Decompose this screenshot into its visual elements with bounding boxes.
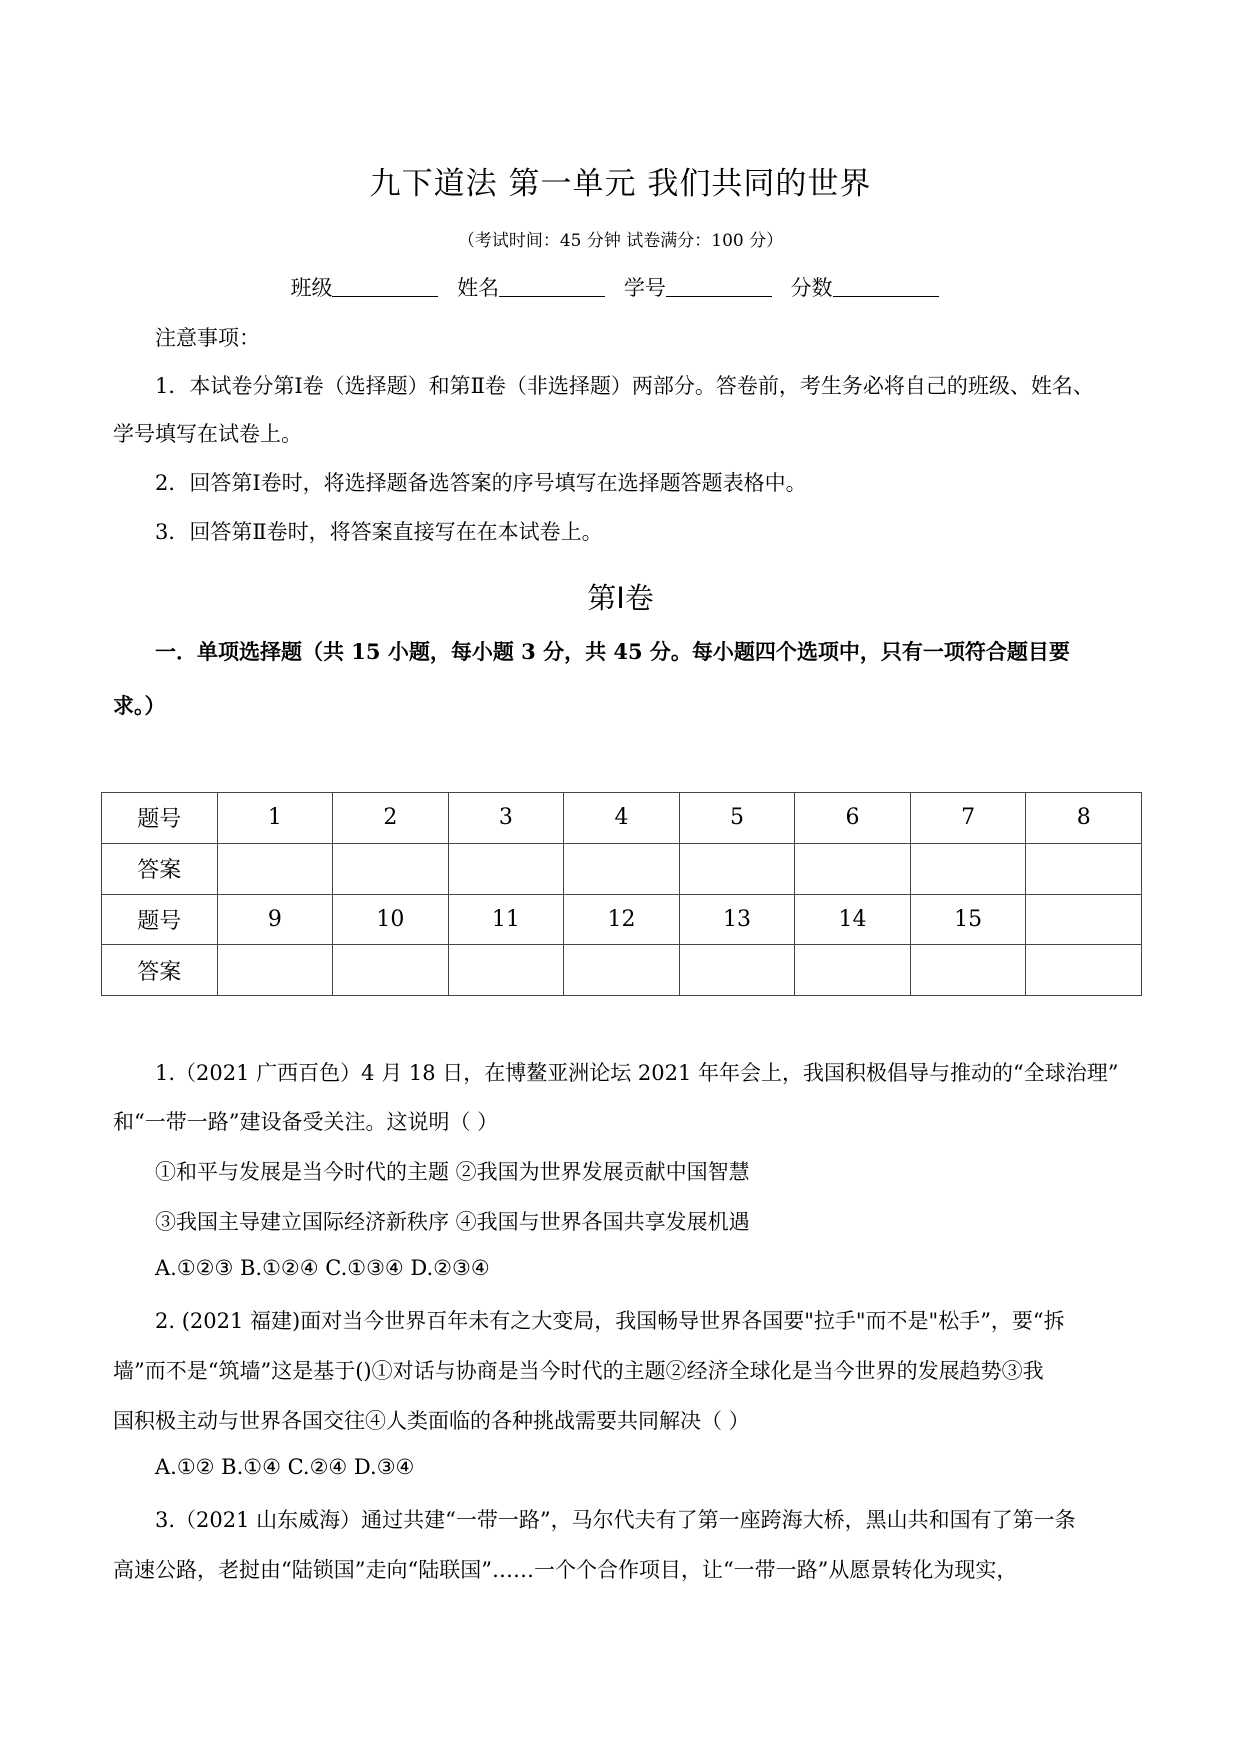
score-label: 分数 (790, 276, 833, 300)
row-label: 答案 (102, 843, 218, 894)
section-title: 第Ⅰ卷 (587, 581, 654, 615)
student-info-line (0, 272, 1241, 302)
answer-cell[interactable] (448, 843, 564, 894)
note-item-1-cont: 学号填写在试卷上。 (113, 422, 302, 446)
notes-heading: 注意事项： (155, 326, 260, 350)
question-number: 12 (564, 894, 680, 945)
answer-cell[interactable] (1026, 945, 1142, 996)
answer-table (101, 792, 1142, 996)
answer-cell[interactable] (910, 945, 1026, 996)
name-label: 姓名 (457, 276, 500, 300)
question-number (1026, 894, 1142, 945)
answer-cell[interactable] (679, 843, 795, 894)
question-number: 7 (910, 793, 1026, 844)
table-row (102, 894, 1142, 945)
score-blank[interactable] (833, 276, 939, 297)
question-2: 2. (2021 福建)面对当今世界百年未有之大变局，我国畅导世界各国要"拉手"而不是"松手”，要“拆 (155, 1309, 1065, 1333)
exam-subtitle: （考试时间：45 分钟 试卷满分：100 分） (457, 231, 784, 251)
class-label: 班级 (290, 276, 333, 300)
student-id-label: 学号 (623, 276, 666, 300)
question-number: 13 (679, 894, 795, 945)
question-number: 10 (333, 894, 449, 945)
question-number: 9 (217, 894, 333, 945)
question-1-cont: 和“一带一路”建设备受关注。这说明（ ） (113, 1110, 499, 1134)
answer-cell[interactable] (1026, 843, 1142, 894)
answer-cell[interactable] (217, 945, 333, 996)
question-2-cont: 国积极主动与世界各国交往④人类面临的各种挑战需要共同解决（ ） (113, 1409, 750, 1433)
answer-cell[interactable] (795, 945, 911, 996)
note-item-3: 3．回答第Ⅱ卷时，将答案直接写在在本试卷上。 (155, 520, 603, 544)
table-row (102, 843, 1142, 894)
question-3: 3.（2021 山东威海）通过共建“一带一路”，马尔代夫有了第一座跨海大桥，黑山共和国有了第一条 (155, 1508, 1076, 1532)
question-number: 14 (795, 894, 911, 945)
table-row (102, 945, 1142, 996)
question-1-options-a: ①和平与发展是当今时代的主题 ②我国为世界发展贡献中国智慧 (155, 1160, 750, 1184)
question-number: 1 (217, 793, 333, 844)
question-number: 2 (333, 793, 449, 844)
answer-cell[interactable] (448, 945, 564, 996)
question-1: 1.（2021 广西百色）4 月 18 日，在博鳌亚洲论坛 2021 年年会上，我国积极倡导与推动的“全球治理” (155, 1061, 1119, 1085)
question-2-choices: A.①② B.①④ C.②④ D.③④ (155, 1455, 415, 1479)
answer-cell[interactable] (564, 945, 680, 996)
question-1-choices: A.①②③ B.①②④ C.①③④ D.②③④ (155, 1256, 490, 1280)
answer-cell[interactable] (679, 945, 795, 996)
question-3-cont: 高速公路，老挝由“陆锁国”走向“陆联国”……一个个合作项目，让“一带一路”从愿景转化为现实， (113, 1558, 1018, 1582)
question-number: 3 (448, 793, 564, 844)
class-blank[interactable] (332, 276, 438, 297)
row-label: 题号 (102, 793, 218, 844)
question-number: 5 (679, 793, 795, 844)
note-item-1: 1．本试卷分第Ⅰ卷（选择题）和第Ⅱ卷（非选择题）两部分。答卷前，考生务必将自己的班级、姓名、 (155, 374, 1094, 398)
question-number: 11 (448, 894, 564, 945)
row-label: 答案 (102, 945, 218, 996)
note-item-2: 2．回答第Ⅰ卷时，将选择题备选答案的序号填写在选择题答题表格中。 (155, 471, 807, 495)
exam-title: 九下道法 第一单元 我们共同的世界 (369, 166, 872, 202)
name-blank[interactable] (499, 276, 605, 297)
student-id-blank[interactable] (666, 276, 772, 297)
row-label: 题号 (102, 894, 218, 945)
question-number: 15 (910, 894, 1026, 945)
part1-instructions-cont: 求。） (113, 693, 166, 718)
question-2-cont: 墙”而不是“筑墙”这是基于()①对话与协商是当今时代的主题②经济全球化是当今世界的发展趋势③我 (113, 1359, 1044, 1383)
answer-cell[interactable] (217, 843, 333, 894)
question-number: 8 (1026, 793, 1142, 844)
answer-cell[interactable] (333, 945, 449, 996)
part1-instructions: 一．单项选择题（共 15 小题，每小题 3 分，共 45 分。每小题四个选项中，只有一项符合题目要 (155, 639, 1070, 664)
question-number: 4 (564, 793, 680, 844)
table-row (102, 793, 1142, 844)
answer-cell[interactable] (910, 843, 1026, 894)
answer-cell[interactable] (564, 843, 680, 894)
answer-cell[interactable] (333, 843, 449, 894)
question-1-options-b: ③我国主导建立国际经济新秩序 ④我国与世界各国共享发展机遇 (155, 1210, 750, 1234)
answer-cell[interactable] (795, 843, 911, 894)
question-number: 6 (795, 793, 911, 844)
